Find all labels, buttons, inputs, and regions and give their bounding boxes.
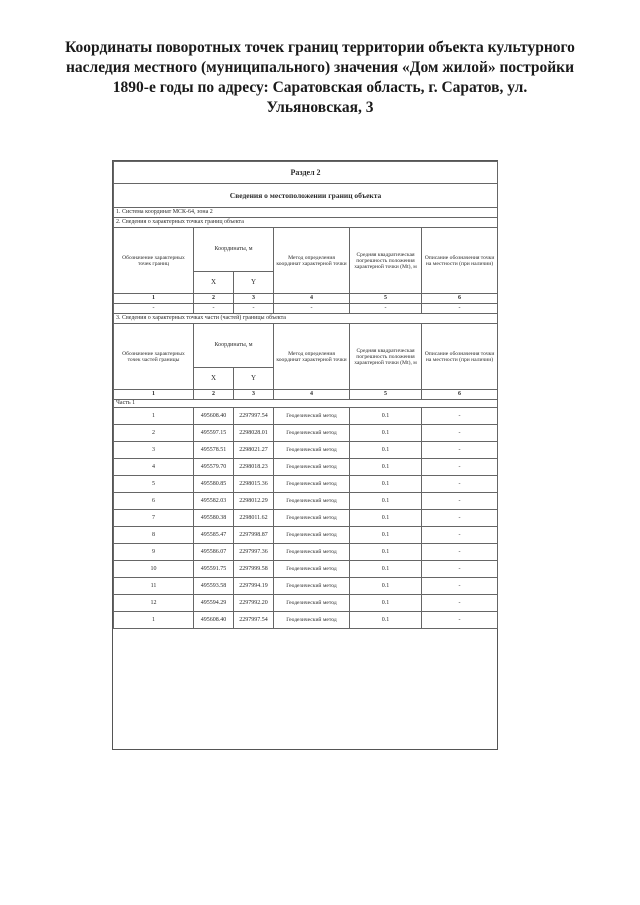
coord-x: 495608.40 [194, 612, 234, 629]
coord-y: 2297997.54 [234, 612, 274, 629]
coord-y: 2297999.58 [234, 561, 274, 578]
coord-x: 495586.07 [194, 544, 234, 561]
header-coordinates: Координаты, м [194, 228, 274, 272]
coord-y: 2298015.36 [234, 476, 274, 493]
coord-y: 2297994.19 [234, 578, 274, 595]
part-label-row [114, 400, 498, 408]
method-cell: Геодезический метод [274, 425, 350, 442]
header2-designation: Обозначение характерных точек частей границы [114, 324, 194, 390]
col-number: 1 [114, 390, 194, 400]
error-cell: 0.1 [350, 442, 422, 459]
subsection-title: Сведения о местоположении границ объекта [114, 184, 498, 208]
dash-cell: - [274, 304, 350, 314]
parts-title-row [114, 314, 498, 324]
coord-y: 2298012.29 [234, 493, 274, 510]
col-number: 4 [274, 390, 350, 400]
header2-y: Y [234, 368, 274, 390]
coord-x: 495582.03 [194, 493, 234, 510]
header-method: Метод определения координат характерной точки [274, 228, 350, 294]
section-row [114, 162, 498, 184]
header-error: Средняя квадратическая погрешность положения характерной точки (Mt), м [350, 228, 422, 294]
header-row-1 [114, 228, 498, 272]
error-cell: 0.1 [350, 612, 422, 629]
method-cell: Геодезический метод [274, 561, 350, 578]
point-number: 8 [114, 527, 194, 544]
table-row [114, 578, 498, 595]
title-line-4: Ульяновская, 3 [266, 99, 374, 116]
point-number: 1 [114, 612, 194, 629]
table-row [114, 527, 498, 544]
method-cell: Геодезический метод [274, 527, 350, 544]
dash-cell: - [350, 304, 422, 314]
table-row [114, 459, 498, 476]
coord-x: 495593.58 [194, 578, 234, 595]
description-cell: - [422, 578, 498, 595]
point-number: 12 [114, 595, 194, 612]
col-number: 1 [114, 294, 194, 304]
error-cell: 0.1 [350, 578, 422, 595]
dash-cell: - [114, 304, 194, 314]
description-cell: - [422, 612, 498, 629]
coord-x: 495585.47 [194, 527, 234, 544]
dash-cell: - [194, 304, 234, 314]
coord-y: 2298018.23 [234, 459, 274, 476]
description-cell: - [422, 493, 498, 510]
point-number: 1 [114, 408, 194, 425]
table-row [114, 476, 498, 493]
point-number: 9 [114, 544, 194, 561]
description-cell: - [422, 408, 498, 425]
table-row [114, 544, 498, 561]
method-cell: Геодезический метод [274, 510, 350, 527]
method-cell: Геодезический метод [274, 493, 350, 510]
chars-title-row [114, 218, 498, 228]
error-cell: 0.1 [350, 527, 422, 544]
description-cell: - [422, 425, 498, 442]
point-number: 2 [114, 425, 194, 442]
header2-method: Метод определения координат характерной точки [274, 324, 350, 390]
coord-x: 495608.40 [194, 408, 234, 425]
col-number-row-2 [114, 390, 498, 400]
coord-y: 2297997.54 [234, 408, 274, 425]
point-number: 7 [114, 510, 194, 527]
coord-y: 2298028.01 [234, 425, 274, 442]
title-line-1: Координаты поворотных точек границ территории объекта культурного [65, 39, 575, 56]
description-cell: - [422, 595, 498, 612]
col-number: 6 [422, 390, 498, 400]
coord-y: 2297992.20 [234, 595, 274, 612]
method-cell: Геодезический метод [274, 578, 350, 595]
coordinates-table-frame [112, 160, 498, 750]
col-number: 3 [234, 294, 274, 304]
error-cell: 0.1 [350, 561, 422, 578]
coord-x: 495594.29 [194, 595, 234, 612]
coord-y: 2297998.87 [234, 527, 274, 544]
parts-title-text: 3. Сведения о характерных точках части (частей) границы объекта [114, 314, 498, 324]
header-designation: Обозначение характерных точек границ [114, 228, 194, 294]
dash-cell: - [234, 304, 274, 314]
coord-x: 495578.51 [194, 442, 234, 459]
chars-title-text: 2. Сведения о характерных точках границ объекта [114, 218, 498, 228]
method-cell: Геодезический метод [274, 459, 350, 476]
coord-y: 2298011.62 [234, 510, 274, 527]
header-y: Y [234, 272, 274, 294]
col-number-row [114, 294, 498, 304]
part-label: Часть 1 [114, 400, 498, 408]
col-number: 6 [422, 294, 498, 304]
method-cell: Геодезический метод [274, 408, 350, 425]
error-cell: 0.1 [350, 425, 422, 442]
header2-description: Описание обозначения точки на местности (при наличии) [422, 324, 498, 390]
description-cell: - [422, 476, 498, 493]
subsection-row [114, 184, 498, 208]
error-cell: 0.1 [350, 544, 422, 561]
coord-system-text: 1. Система координат МСК-64, зона 2 [114, 208, 498, 218]
table-row [114, 442, 498, 459]
header2-row-1 [114, 324, 498, 368]
coord-x: 495579.70 [194, 459, 234, 476]
point-number: 10 [114, 561, 194, 578]
header2-coordinates: Координаты, м [194, 324, 274, 368]
title-line-2: наследия местного (муниципального) значения «Дом жилой» постройки [65, 59, 575, 76]
point-number: 4 [114, 459, 194, 476]
header-description: Описание обозначения точки на местности (при наличии) [422, 228, 498, 294]
section-title: Раздел 2 [114, 162, 498, 184]
method-cell: Геодезический метод [274, 442, 350, 459]
table-row [114, 493, 498, 510]
description-cell: - [422, 544, 498, 561]
col-number: 2 [194, 390, 234, 400]
col-number: 4 [274, 294, 350, 304]
error-cell: 0.1 [350, 493, 422, 510]
dash-row [114, 304, 498, 314]
document-title [40, 38, 600, 118]
title-line-3: 1890-е годы по адресу: Саратовская область, г. Саратов, ул. [112, 79, 528, 96]
table-row [114, 510, 498, 527]
coord-x: 495580.85 [194, 476, 234, 493]
method-cell: Геодезический метод [274, 476, 350, 493]
coordinates-table [113, 161, 498, 629]
description-cell: - [422, 442, 498, 459]
coord-x: 495591.75 [194, 561, 234, 578]
method-cell: Геодезический метод [274, 544, 350, 561]
table-row [114, 561, 498, 578]
coord-y: 2298021.27 [234, 442, 274, 459]
table-row [114, 595, 498, 612]
description-cell: - [422, 510, 498, 527]
dash-cell: - [422, 304, 498, 314]
point-number: 11 [114, 578, 194, 595]
error-cell: 0.1 [350, 408, 422, 425]
coord-y: 2297997.36 [234, 544, 274, 561]
description-cell: - [422, 459, 498, 476]
header2-x: X [194, 368, 234, 390]
col-number: 2 [194, 294, 234, 304]
method-cell: Геодезический метод [274, 595, 350, 612]
error-cell: 0.1 [350, 510, 422, 527]
error-cell: 0.1 [350, 459, 422, 476]
table-row [114, 408, 498, 425]
coord-x: 495597.15 [194, 425, 234, 442]
point-number: 5 [114, 476, 194, 493]
col-number: 3 [234, 390, 274, 400]
col-number: 5 [350, 390, 422, 400]
error-cell: 0.1 [350, 595, 422, 612]
header2-error: Средняя квадратическая погрешность положения характерной точки (Mt), м [350, 324, 422, 390]
error-cell: 0.1 [350, 476, 422, 493]
point-number: 6 [114, 493, 194, 510]
coord-system-row [114, 208, 498, 218]
method-cell: Геодезический метод [274, 612, 350, 629]
table-row [114, 612, 498, 629]
table-row [114, 425, 498, 442]
header-x: X [194, 272, 234, 294]
col-number: 5 [350, 294, 422, 304]
coord-x: 495580.38 [194, 510, 234, 527]
point-number: 3 [114, 442, 194, 459]
description-cell: - [422, 527, 498, 544]
description-cell: - [422, 561, 498, 578]
